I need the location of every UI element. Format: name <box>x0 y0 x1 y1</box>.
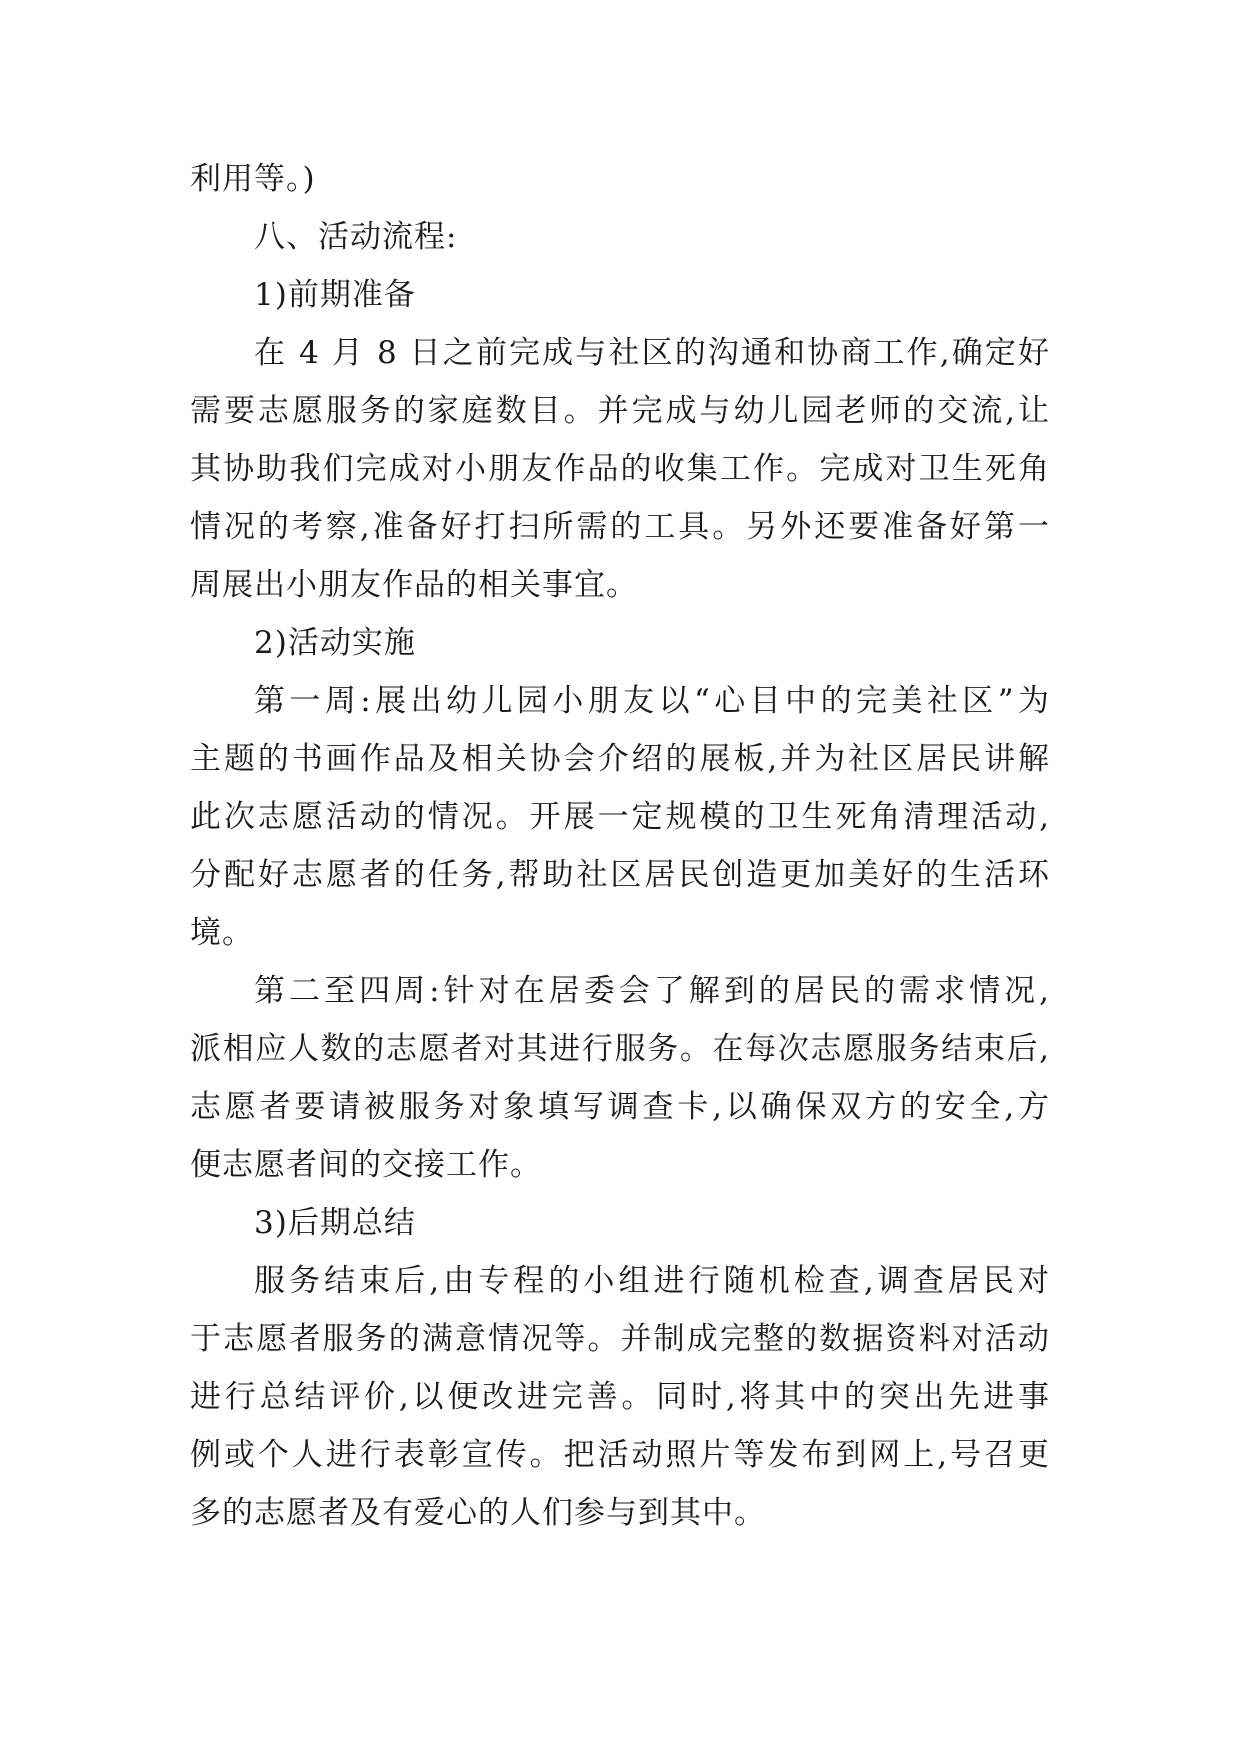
text-line: 派相应人数的志愿者对其进行服务。在每次志愿服务结束后, <box>190 1031 1050 1067</box>
subsection-heading: 1)前期准备 <box>254 277 416 313</box>
subsection-heading: 2)活动实施 <box>254 625 416 661</box>
text-line: 其协助我们完成对小朋友作品的收集工作。完成对卫生死角 <box>190 451 1050 487</box>
section-heading: 八、活动流程: <box>254 219 458 255</box>
text-line: 多的志愿者及有爱心的人们参与到其中。 <box>190 1495 766 1531</box>
text-line: 第一周:展出幼儿园小朋友以“心目中的完美社区”为 <box>254 683 1050 719</box>
text-line: 服务结束后,由专程的小组进行随机检查,调查居民对 <box>254 1263 1050 1299</box>
text-line: 需要志愿服务的家庭数目。并完成与幼儿园老师的交流,让 <box>190 393 1050 429</box>
text-line: 便志愿者间的交接工作。 <box>190 1147 542 1183</box>
text-line: 周展出小朋友作品的相关事宜。 <box>190 567 638 603</box>
text-line: 在 4 月 8 日之前完成与社区的沟通和协商工作,确定好 <box>254 335 1050 371</box>
text-line: 第二至四周:针对在居委会了解到的居民的需求情况, <box>254 973 1050 1009</box>
subsection-heading: 3)后期总结 <box>254 1205 416 1241</box>
text-line: 主题的书画作品及相关协会介绍的展板,并为社区居民讲解 <box>190 741 1050 777</box>
text-line: 情况的考察,准备好打扫所需的工具。另外还要准备好第一 <box>190 509 1050 545</box>
text-line: 此次志愿活动的情况。开展一定规模的卫生死角清理活动, <box>190 799 1050 835</box>
text-line: 分配好志愿者的任务,帮助社区居民创造更加美好的生活环 <box>190 857 1050 893</box>
document-page <box>190 150 1050 1542</box>
text-line: 利用等。) <box>190 161 316 197</box>
text-line: 于志愿者服务的满意情况等。并制成完整的数据资料对活动 <box>190 1321 1050 1357</box>
text-line: 志愿者要请被服务对象填写调查卡,以确保双方的安全,方 <box>190 1089 1050 1125</box>
text-line: 进行总结评价,以便改进完善。同时,将其中的突出先进事 <box>190 1379 1050 1415</box>
text-line: 例或个人进行表彰宣传。把活动照片等发布到网上,号召更 <box>190 1437 1050 1473</box>
text-line: 境。 <box>190 915 254 951</box>
